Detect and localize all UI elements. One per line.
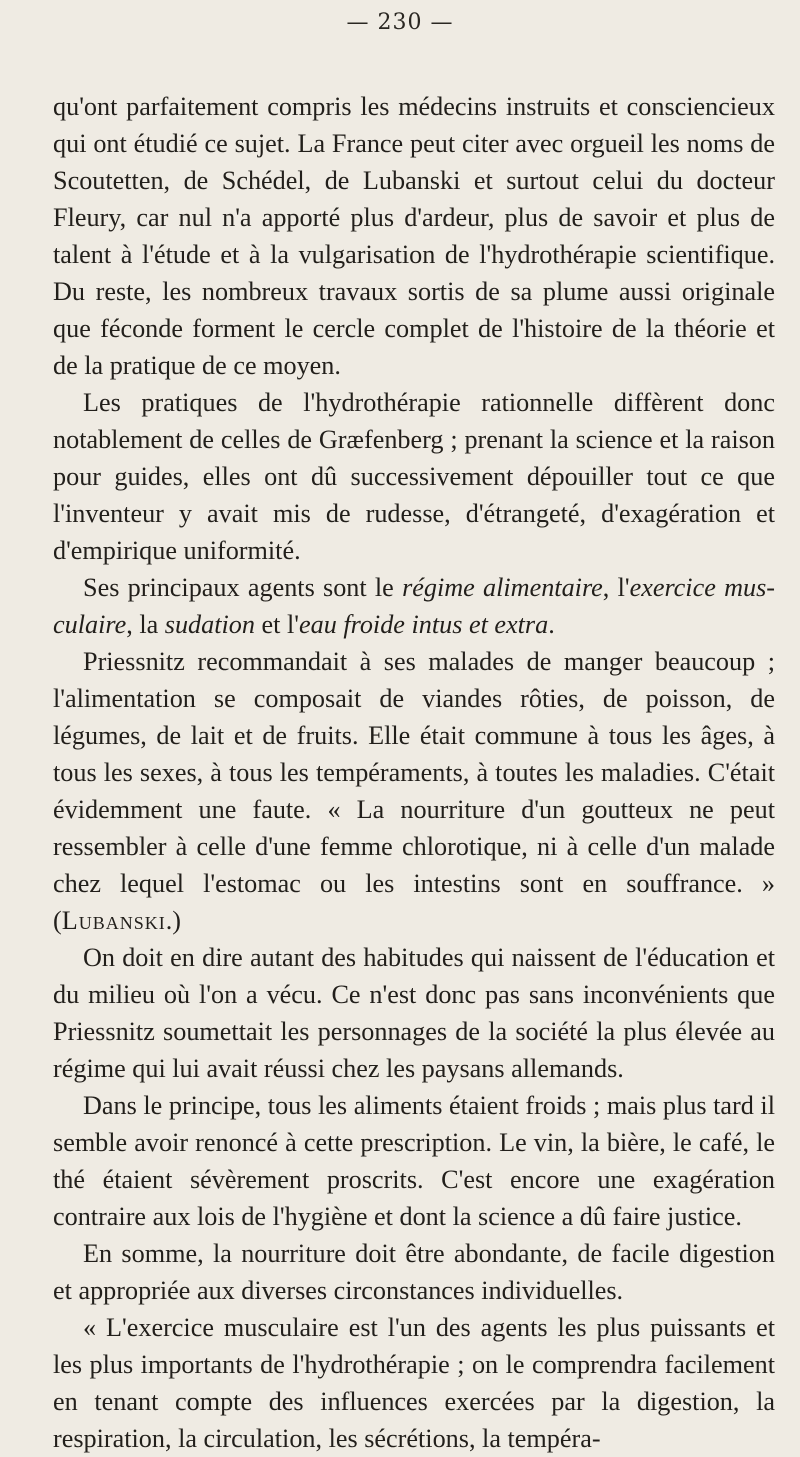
term-regime-alimentaire: régime alimentaire bbox=[402, 573, 603, 602]
paragraph-4 bbox=[53, 643, 775, 939]
term-exercice-musculaire: exercice musculaire bbox=[53, 573, 776, 639]
citation-open: ( bbox=[53, 906, 62, 935]
citation-close: .) bbox=[165, 906, 182, 935]
term-eau-froide: eau froide intus et extra bbox=[298, 610, 549, 639]
paragraph-5: On doit en dire autant des habitudes qui naissent de l'éducation et du milieu où l'on a vécu. Ce n'est donc pas sans inconvénients que Priessnitz soumettait les personnages de la société la plus élevée au régime qui lui avait réussi chez les paysans allemands. bbox=[53, 943, 775, 1083]
term-sudation: sudation bbox=[164, 610, 255, 639]
body-text bbox=[53, 88, 775, 1457]
paragraph-3-lead: Ses principaux agents sont le bbox=[83, 573, 403, 602]
paragraph-3-sep-2: , la bbox=[126, 610, 165, 639]
paragraph-3-sep-3: et l' bbox=[254, 610, 299, 639]
paragraph-6: Dans le principe, tous les aliments étaient froids ; mais plus tard il semble avoir renoncé à cette prescription. Le vin, la bière, le café, le thé étaient sévèrement proscrits. C'est encore une exagération contraire aux lois de l'hygiène et dont la science a dû faire justice. bbox=[53, 1091, 775, 1231]
paragraph-7: En somme, la nourriture doit être abondante, de facile digestion et appropriée aux diverses circonstances individuelles. bbox=[53, 1239, 775, 1305]
paragraph-8: « L'exercice musculaire est l'un des agents les plus puissants et les plus importants de l'hydrothérapie ; on le comprendra facilement en tenant compte des influences exercées par la digestion, la respiration, la circulation, les sécrétions, la tempéra- bbox=[53, 1313, 775, 1453]
citation-author: Lubanski bbox=[61, 906, 166, 935]
paragraph-3-sep-1: , l' bbox=[602, 573, 630, 602]
paragraph-2: Les pratiques de l'hydrothérapie rationnelle diffèrent donc notablement de celles de Græfenberg ; prenant la science et la raison pour guides, elles ont dû successivement dépouiller tout ce que l'inventeur y avait mis de rudesse, d'étrangeté, d'exagération et d'empirique uniformité. bbox=[53, 388, 775, 565]
paragraph-3-tail: . bbox=[548, 610, 555, 639]
paragraph-1: qu'ont parfaitement compris les médecins instruits et consciencieux qui ont étudié ce sujet. La France peut citer avec orgueil les noms de Scoutetten, de Schédel, de Lubanski et surtout celui du docteur Fleury, car nul n'a apporté plus d'ardeur, plus de savoir et plus de talent à l'étude et à la vulgarisation de l'hydrothérapie scientifique. Du reste, les nombreux travaux sortis de sa plume aussi originale que féconde forment le cercle complet de l'histoire de la théorie et de la pratique de ce moyen. bbox=[53, 92, 775, 380]
paragraph-3 bbox=[53, 569, 775, 643]
paragraph-4-text: Priessnitz recommandait à ses malades de manger beaucoup ; l'alimentation se composait de viandes rôties, de poisson, de légumes, de lait et de fruits. Elle était commune à tous les âges, à tous les sexes, à tous les tempéraments, à toutes les maladies. C'était évidemment une faute. « La nourriture d'un goutteux ne peut ressembler à celle d'une femme chlorotique, ni à celle d'un malade chez lequel l'estomac ou les intestins sont en souffrance. » bbox=[53, 647, 775, 898]
page-number: — 230 — bbox=[346, 10, 454, 35]
